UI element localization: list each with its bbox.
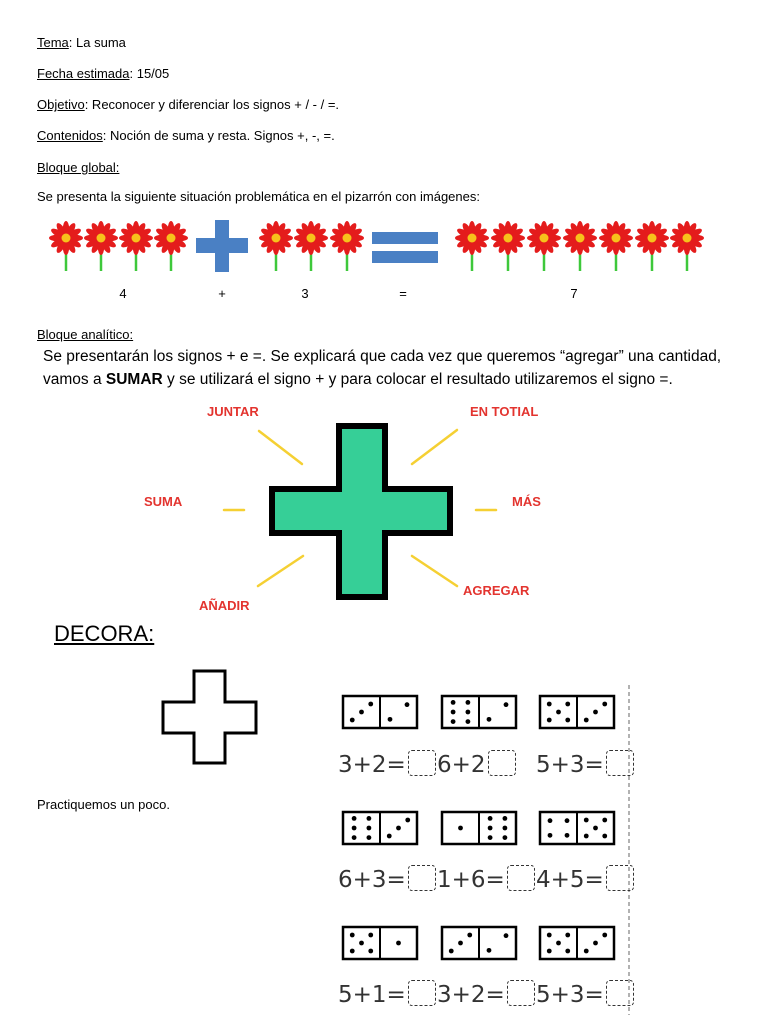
- contenidos-label: Contenidos: [37, 128, 103, 143]
- domino-pip: [602, 933, 607, 938]
- domino-pip: [556, 710, 561, 715]
- flower-icon: [670, 221, 704, 271]
- domino-pip: [350, 933, 355, 938]
- domino-pip: [565, 933, 570, 938]
- domino-pip: [488, 816, 493, 821]
- flower-icon: [259, 221, 293, 271]
- domino-pip: [368, 702, 373, 707]
- domino-pip: [584, 834, 589, 839]
- flower-icon: [294, 221, 328, 271]
- domino-pip: [547, 718, 552, 723]
- big-green-plus: [272, 426, 450, 597]
- domino-pip: [367, 826, 372, 831]
- equation-result: 7: [570, 286, 578, 301]
- domino-pip: [368, 933, 373, 938]
- contenidos-value: : Noción de suma y resta. Signos +, -, =.: [102, 128, 335, 143]
- domino-pip: [466, 700, 471, 705]
- ray-anadir: [258, 556, 303, 586]
- blue-equals-top: [372, 232, 438, 244]
- domino-tile: [343, 812, 417, 844]
- domino-tile: [540, 812, 614, 844]
- dominoes: [343, 696, 614, 959]
- domino-pip: [602, 818, 607, 823]
- domino-pip: [488, 835, 493, 840]
- domino-pip: [387, 834, 392, 839]
- domino-pip: [368, 949, 373, 954]
- domino-pip: [451, 710, 456, 715]
- domino-pip: [548, 833, 553, 838]
- domino-pip: [602, 702, 607, 707]
- sum-equation: [338, 980, 436, 1008]
- sum-equation: [437, 865, 535, 893]
- domino-pip: [565, 818, 570, 823]
- domino-pip: [352, 826, 357, 831]
- ray-en-total: [412, 430, 457, 464]
- word-mas: MÁS: [512, 494, 541, 509]
- equation-b: 3: [301, 286, 309, 301]
- flower-icon: [84, 221, 118, 271]
- domino-pip: [367, 835, 372, 840]
- domino-pip: [565, 833, 570, 838]
- sum-equation-text: 3+2=: [437, 982, 505, 1008]
- flower-icon: [119, 221, 153, 271]
- analitico-text-bold: SUMAR: [105, 370, 163, 388]
- sum-equation: [338, 750, 436, 778]
- domino-pip: [565, 702, 570, 707]
- domino-pip: [602, 834, 607, 839]
- answer-box[interactable]: [408, 980, 436, 1006]
- domino-pip: [547, 933, 552, 938]
- word-en-total: EN TOTIAL: [470, 404, 539, 419]
- domino-pip: [487, 717, 492, 722]
- flower-icon: [527, 221, 561, 271]
- domino-pip: [565, 949, 570, 954]
- answer-box[interactable]: [606, 750, 634, 776]
- flower-icon: [563, 221, 597, 271]
- domino-tile: [442, 812, 516, 844]
- blue-equals-bottom: [372, 251, 438, 263]
- domino-pip: [359, 710, 364, 715]
- domino-pip: [565, 718, 570, 723]
- tema-label: Tema: [37, 35, 69, 50]
- sum-equation: [536, 750, 634, 778]
- ray-agregar: [412, 556, 457, 586]
- domino-pip: [593, 710, 598, 715]
- domino-pip: [405, 702, 410, 707]
- domino-pip: [352, 816, 357, 821]
- sum-equation-text: 6+2: [437, 752, 486, 778]
- domino-pip: [352, 835, 357, 840]
- practiquemos-label: Practiquemos un poco.: [37, 797, 170, 812]
- domino-pip: [449, 949, 454, 954]
- word-suma: SUMA: [144, 494, 183, 509]
- analitico-text-after: y se utilizará el signo + y para colocar el resultado utilizaremos el signo =.: [162, 370, 673, 388]
- tema-line: [37, 35, 126, 50]
- equation-a: 4: [119, 286, 127, 301]
- decora-title: DECORA:: [54, 621, 155, 646]
- domino-pip: [556, 941, 561, 946]
- domino-tile: [540, 927, 614, 959]
- sum-equation: [338, 865, 436, 893]
- sum-equation-text: 4+5=: [536, 867, 604, 893]
- sum-equation: [536, 865, 634, 893]
- objetivo-value: : Reconocer y diferenciar los signos + / - / =.: [84, 97, 340, 112]
- domino-pip: [547, 702, 552, 707]
- bloque-global-intro: Se presenta la siguiente situación problemática en el pizarrón con imágenes:: [37, 189, 480, 204]
- answer-box[interactable]: [606, 865, 634, 891]
- domino-pip: [466, 710, 471, 715]
- domino-pip: [504, 933, 509, 938]
- big-plus-diagram: [0, 400, 768, 620]
- flower-icon: [599, 221, 633, 271]
- domino-pip: [503, 816, 508, 821]
- domino-pip: [350, 949, 355, 954]
- bloque-global-title: Bloque global:: [37, 160, 120, 175]
- objetivo-line: [37, 97, 339, 112]
- domino-tile: [343, 927, 417, 959]
- domino-pip: [548, 818, 553, 823]
- sum-equation-text: 3+2=: [338, 752, 406, 778]
- flower-icon: [330, 221, 364, 271]
- domino-pip: [488, 826, 493, 831]
- flower-icon: [491, 221, 525, 271]
- sum-equation-text: 1+6=: [437, 867, 505, 893]
- sum-equation: [536, 980, 634, 1008]
- bloque-analitico-text: [43, 346, 723, 391]
- ray-juntar: [259, 431, 302, 464]
- contenidos-line: [37, 128, 335, 143]
- fecha-label: Fecha estimada: [37, 66, 130, 81]
- domino-pip: [458, 941, 463, 946]
- domino-pip: [593, 826, 598, 831]
- bloque-analitico-title: Bloque analítico:: [37, 327, 134, 342]
- domino-pip: [458, 826, 463, 831]
- word-agregar: AGREGAR: [463, 583, 530, 598]
- outline-plus-to-decorate: [160, 668, 260, 766]
- sum-equation: [437, 980, 535, 1008]
- sum-equation-text: 5+3=: [536, 982, 604, 1008]
- sum-equation-text: 6+3=: [338, 867, 406, 893]
- tema-value: : La suma: [68, 35, 126, 50]
- answer-box[interactable]: [408, 865, 436, 891]
- flowers: [49, 221, 704, 271]
- flower-icon: [49, 221, 83, 271]
- domino-pip: [451, 700, 456, 705]
- domino-tile: [343, 696, 417, 728]
- answer-box[interactable]: [507, 980, 535, 1006]
- analitico-text-before: Se presentarán los signos + e =. Se explicará que cada vez que queremos “agregar” una cantidad, vamos a: [43, 348, 722, 388]
- domino-tile: [540, 696, 614, 728]
- answer-box[interactable]: [507, 865, 535, 891]
- domino-pip: [466, 719, 471, 724]
- flower-icon: [154, 221, 188, 271]
- fecha-value: : 15/05: [129, 66, 170, 81]
- sum-equation-text: 5+3=: [536, 752, 604, 778]
- domino-pip: [584, 818, 589, 823]
- flower-icon: [455, 221, 489, 271]
- domino-pip: [388, 717, 393, 722]
- answer-box[interactable]: [606, 980, 634, 1006]
- domino-pip: [584, 718, 589, 723]
- equation-plus: +: [218, 286, 226, 301]
- domino-pip: [547, 949, 552, 954]
- domino-pip: [396, 826, 401, 831]
- domino-pip: [584, 949, 589, 954]
- flower-problem-image: [0, 215, 768, 277]
- blue-plus-sign-horizontal: [196, 238, 248, 253]
- domino-tile: [442, 696, 516, 728]
- domino-pip: [396, 941, 401, 946]
- objetivo-label: Objetivo: [37, 97, 85, 112]
- domino-pip: [487, 948, 492, 953]
- fecha-line: [37, 66, 169, 81]
- domino-pip: [451, 719, 456, 724]
- answer-box[interactable]: [488, 750, 516, 776]
- domino-pip: [350, 718, 355, 723]
- domino-pip: [504, 702, 509, 707]
- word-juntar: JUNTAR: [207, 404, 259, 419]
- domino-pip: [367, 816, 372, 821]
- sum-equation-text: 5+1=: [338, 982, 406, 1008]
- domino-pip: [593, 941, 598, 946]
- flower-icon: [635, 221, 669, 271]
- domino-exercises: [330, 685, 630, 1015]
- word-anadir: AÑADIR: [199, 598, 250, 613]
- answer-box[interactable]: [408, 750, 436, 776]
- sum-equation: [437, 750, 516, 778]
- domino-tile: [442, 927, 516, 959]
- domino-pip: [503, 835, 508, 840]
- domino-pip: [467, 933, 472, 938]
- domino-pip: [503, 826, 508, 831]
- equation-equals: =: [399, 286, 407, 301]
- domino-pip: [359, 941, 364, 946]
- domino-pip: [405, 818, 410, 823]
